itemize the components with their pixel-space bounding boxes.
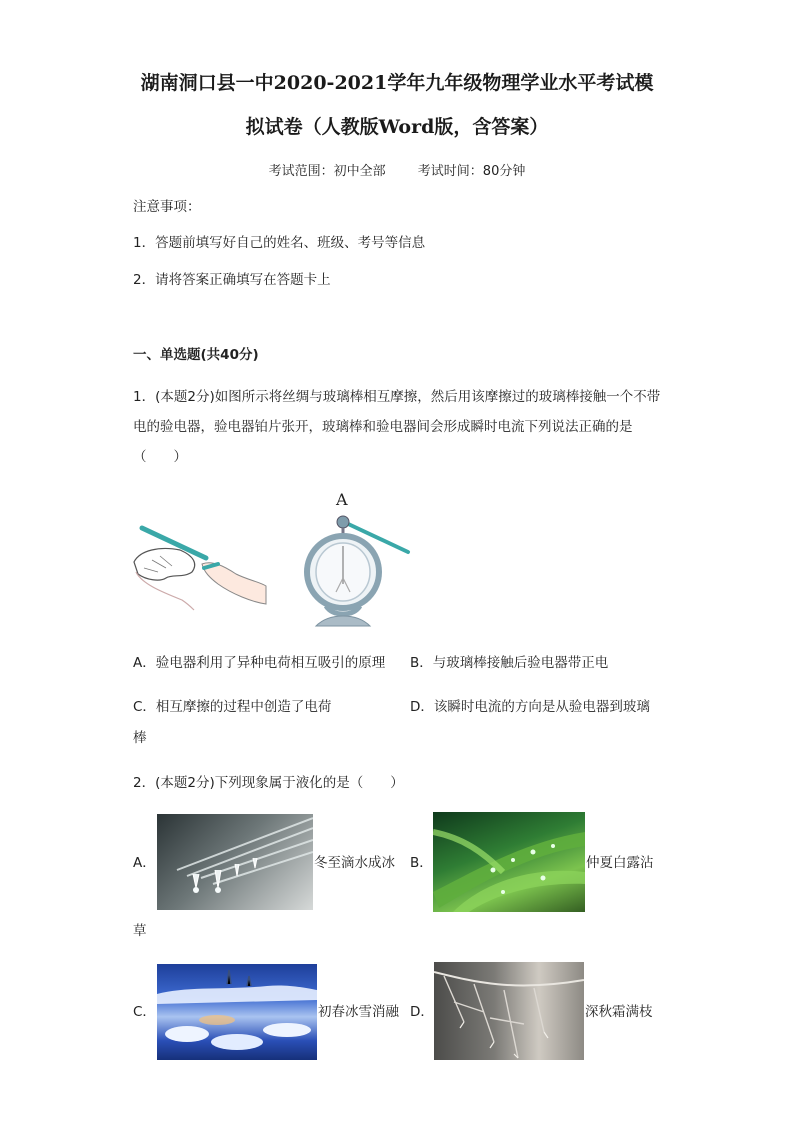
melting-snow-photo: [157, 964, 317, 1060]
exam-time: 考试时间：80分钟: [417, 164, 526, 179]
question-1-stem: 1．(本题2分)如图所示将丝绸与玻璃棒相互摩擦，然后用该摩擦过的玻璃棒接触一个不带电的验电器，验电器铂片张开，玻璃棒和验电器间会形成瞬时电流下列说法正确的是（ ）: [133, 389, 661, 465]
q2-option-d-label: D．: [410, 1004, 434, 1020]
title-line-1: 湖南洞口县一中2020-2021学年九年级物理学业水平考试模: [140, 72, 654, 94]
q2-option-b-text: 仲夏白露沾: [586, 855, 654, 871]
rubbing-figure: [132, 520, 267, 612]
dew-grass-photo: [433, 812, 585, 912]
frost-branches-photo: [434, 962, 584, 1060]
section-1-title: 一、单选题(共40分): [133, 347, 259, 363]
q1-option-d-continued: 棒: [133, 730, 147, 746]
figure-label-a: A: [336, 490, 348, 509]
q1-option-a: A．验电器利用了异种电荷相互吸引的原理: [133, 655, 386, 671]
exam-info: [0, 160, 794, 179]
q1-option-b: B．与玻璃棒接触后验电器带正电: [410, 655, 609, 671]
note-2: 2．请将答案正确填写在答题卡上: [133, 272, 331, 288]
q1-option-c: C．相互摩擦的过程中创造了电荷: [133, 699, 332, 715]
q2-option-c-label: C．: [133, 1004, 156, 1020]
exam-scope: 考试范围：初中全部: [268, 164, 386, 179]
q2-option-a-label: A．: [133, 855, 156, 871]
q2-option-c-text: 初春冰雪消融: [318, 1004, 399, 1020]
q2-option-a-text: 冬至滴水成冰: [314, 855, 395, 871]
note-1: 1．答题前填写好自己的姓名、班级、考号等信息: [133, 235, 426, 251]
q2-option-d-text: 深秋霜满枝: [585, 1004, 653, 1020]
q2-option-b-continued: 草: [133, 923, 147, 939]
question-2-stem: 2．(本题2分)下列现象属于液化的是（ ）: [133, 775, 404, 791]
q2-option-b-label: B．: [410, 855, 433, 871]
electroscope-figure: [296, 508, 414, 630]
icicle-photo: [157, 814, 313, 910]
title-line-2: 拟试卷（人教版Word版，含答案）: [245, 116, 549, 138]
q1-option-d: D．该瞬时电流的方向是从验电器到玻璃: [410, 699, 650, 715]
notes-header: 注意事项：: [133, 199, 201, 215]
